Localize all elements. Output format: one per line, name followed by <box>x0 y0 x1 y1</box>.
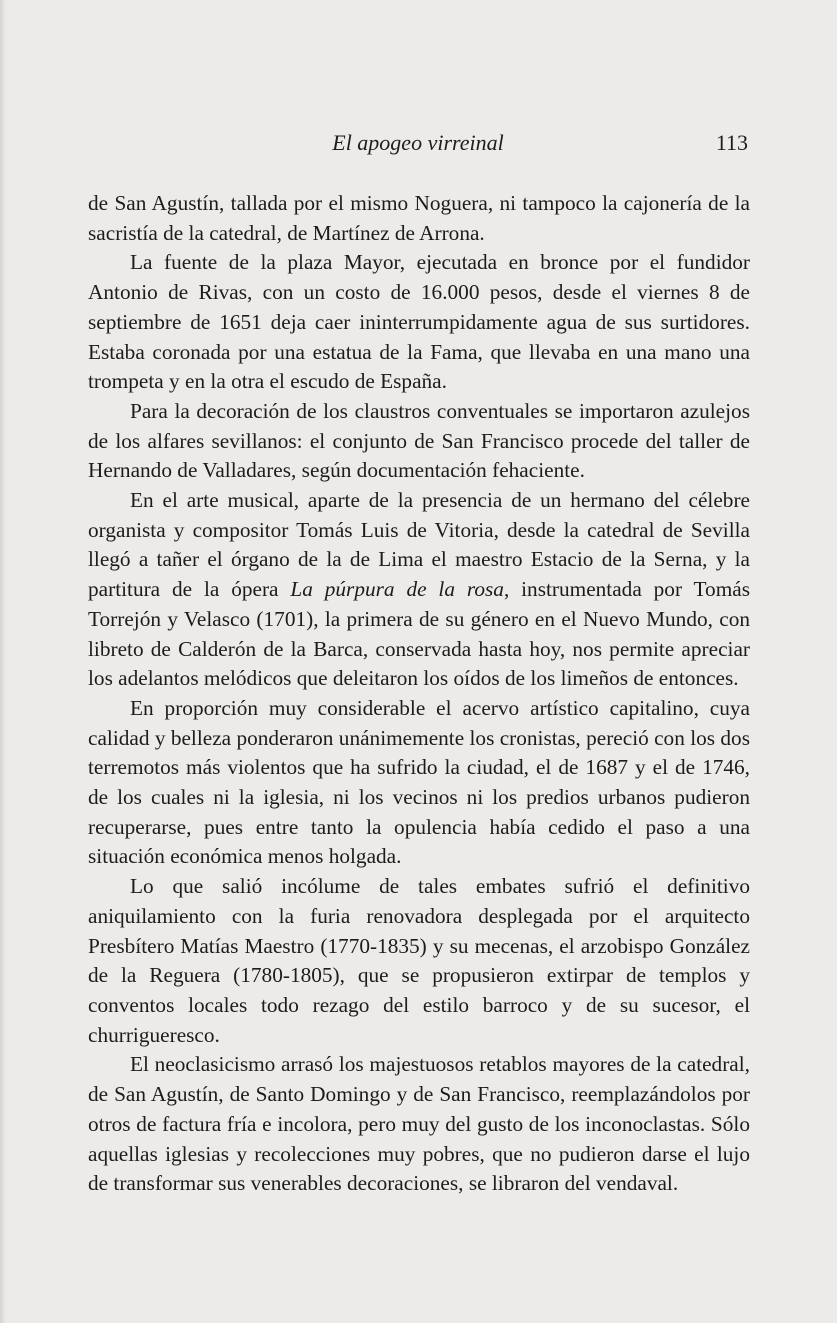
running-head <box>88 130 748 160</box>
paragraph-claustros: Para la decoración de los claustros conventuales se importaron azulejos de los alfares sevillanos: el conjunto de San Francisco procede del taller de Hernando de Valladares, según documentación fehaciente. <box>88 398 750 483</box>
opera-title: La púrpura de la rosa <box>290 577 504 602</box>
paragraph-terremotos: En proporción muy considerable el acervo artístico capitalino, cuya calidad y belleza ponderaron unánimemente los cronistas, pereció con los dos terremotos más violentos que ha sufrido la ciudad, el de 1687 y el de 1746, de los cuales ni la iglesia, ni los vecinos ni los predios urbanos pudieron recuperarse, pues entre tanto la opulencia había cedido el paso a una situación económica menos holgada. <box>88 695 750 869</box>
paragraph-neoclasicismo: El neoclasicismo arrasó los majestuosos retablos mayores de la catedral, de San Agustín, de Santo Domingo y de San Francisco, reemplazándolos por otros de factura fría e incolora, pero muy del gusto de los inconoclastas. Sólo aquellas iglesias y recolecciones muy pobres, que no pudieron darse el lujo de transformar sus venerables decoraciones, se libraron del vendaval. <box>88 1052 750 1196</box>
paragraph-aniquilamiento: Lo que salió incólume de tales embates sufrió el definitivo aniquilamiento con la furia renovadora desplegada por el arquitecto Presbítero Matías Maestro (1770-1835) y su mecenas, el arzobispo González de la Reguera (1780-1805), que se propusieron extirpar de templos y conventos locales todo rezago del estilo barroco y de su sucesor, el churrigueresco. <box>88 874 750 1047</box>
paragraph-arte-musical <box>88 486 750 694</box>
paragraph-text-part: , instrumentada por Tomás Torrejón y Velasco (1701), la primera de su género en el Nuevo Mundo, con libreto de Calderón de la Barca, conservada hasta hoy, nos permite apreciar los adelantos melódicos que deleitaron los oídos de los limeños de entonces. <box>88 577 750 691</box>
body-text <box>88 189 750 1199</box>
page-number: 113 <box>715 130 748 155</box>
paragraph-text-part: En el arte musical, aparte de la presencia de un hermano del célebre organista y compositor Tomás Luis de Vitoria, desde la catedral de Sevilla llegó a tañer el órgano de la de Lima el maestro Estacio de la Serna, y la partitura de la ópera <box>88 488 750 602</box>
paragraph-continuation: de San Agustín, tallada por el mismo Noguera, ni tampoco la cajonería de la sacristía de la catedral, de Martínez de Arrona. <box>88 191 750 245</box>
running-title: El apogeo virreinal <box>332 130 504 155</box>
page-edge-shadow <box>0 0 6 1323</box>
paragraph-fuente: La fuente de la plaza Mayor, ejecutada en bronce por el fundidor Antonio de Rivas, con un costo de 16.000 pesos, desde el viernes 8 de septiembre de 1651 deja caer ininterrumpidamente agua de sus surtidores. Estaba coronada por una estatua de la Fama, que llevaba en una mano una trompeta y en la otra el escudo de España. <box>88 250 750 394</box>
